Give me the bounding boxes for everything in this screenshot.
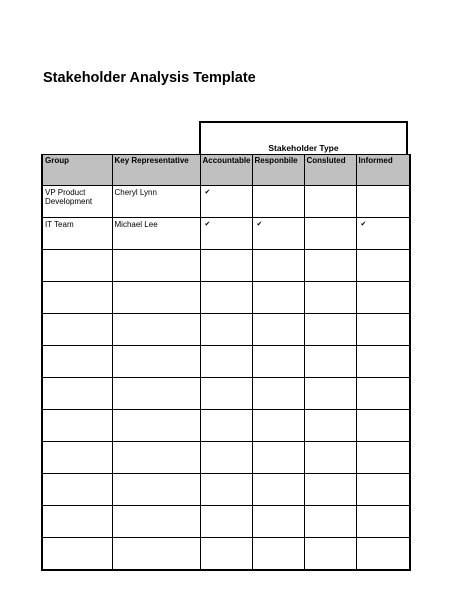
- informed-cell[interactable]: [356, 346, 410, 378]
- informed-cell[interactable]: [356, 538, 410, 570]
- table-row: [42, 314, 410, 346]
- column-header-consulted: Consluted: [304, 155, 356, 186]
- check-mark-icon: ✔: [256, 221, 263, 228]
- check-mark-icon: ✔: [204, 189, 211, 196]
- accountable-cell[interactable]: [200, 282, 252, 314]
- key-representative-cell[interactable]: [112, 410, 200, 442]
- group-cell[interactable]: [42, 282, 112, 314]
- accountable-cell[interactable]: [200, 474, 252, 506]
- table-row: [42, 442, 410, 474]
- consulted-cell[interactable]: [304, 250, 356, 282]
- key-representative-cell[interactable]: Michael Lee: [112, 218, 200, 250]
- responsible-cell[interactable]: [252, 538, 304, 570]
- accountable-cell[interactable]: [200, 506, 252, 538]
- informed-cell[interactable]: [356, 282, 410, 314]
- consulted-cell[interactable]: [304, 442, 356, 474]
- responsible-cell[interactable]: [252, 378, 304, 410]
- responsible-cell[interactable]: [252, 442, 304, 474]
- responsible-cell[interactable]: [252, 410, 304, 442]
- informed-cell[interactable]: [356, 474, 410, 506]
- key-representative-cell[interactable]: [112, 314, 200, 346]
- key-representative-cell[interactable]: [112, 506, 200, 538]
- table-row: [42, 538, 410, 570]
- responsible-cell[interactable]: [252, 506, 304, 538]
- key-representative-cell[interactable]: [112, 250, 200, 282]
- informed-cell[interactable]: [356, 218, 410, 250]
- consulted-cell[interactable]: [304, 538, 356, 570]
- group-cell[interactable]: [42, 410, 112, 442]
- consulted-cell[interactable]: [304, 378, 356, 410]
- responsible-cell[interactable]: [252, 250, 304, 282]
- accountable-cell[interactable]: [200, 218, 252, 250]
- column-header-key-representative: Key Representative: [112, 155, 200, 186]
- group-cell[interactable]: [42, 538, 112, 570]
- consulted-cell[interactable]: [304, 282, 356, 314]
- table-row: [42, 506, 410, 538]
- consulted-cell[interactable]: [304, 186, 356, 218]
- informed-cell[interactable]: [356, 442, 410, 474]
- table-row: [42, 378, 410, 410]
- informed-cell[interactable]: [356, 314, 410, 346]
- stakeholder-type-label: Stakeholder Type: [268, 143, 339, 153]
- table-row: [42, 410, 410, 442]
- key-representative-cell[interactable]: [112, 346, 200, 378]
- group-cell[interactable]: [42, 250, 112, 282]
- table-row: [42, 474, 410, 506]
- informed-cell[interactable]: [356, 410, 410, 442]
- group-cell[interactable]: VP Product Development: [42, 186, 112, 218]
- check-mark-icon: ✔: [204, 221, 211, 228]
- key-representative-cell[interactable]: [112, 474, 200, 506]
- group-cell[interactable]: [42, 474, 112, 506]
- accountable-cell[interactable]: [200, 378, 252, 410]
- table-header-row: [42, 155, 410, 186]
- accountable-cell[interactable]: [200, 250, 252, 282]
- column-header-accountable: Accountable: [200, 155, 252, 186]
- responsible-cell[interactable]: [252, 346, 304, 378]
- group-cell[interactable]: IT Team: [42, 218, 112, 250]
- consulted-cell[interactable]: [304, 506, 356, 538]
- group-cell[interactable]: [42, 314, 112, 346]
- accountable-cell[interactable]: [200, 538, 252, 570]
- responsible-cell[interactable]: [252, 282, 304, 314]
- key-representative-cell[interactable]: [112, 538, 200, 570]
- responsible-cell[interactable]: [252, 186, 304, 218]
- column-header-informed: Informed: [356, 155, 410, 186]
- group-cell[interactable]: [42, 506, 112, 538]
- table-row: [42, 218, 410, 250]
- key-representative-cell[interactable]: Cheryl Lynn: [112, 186, 200, 218]
- accountable-cell[interactable]: [200, 410, 252, 442]
- consulted-cell[interactable]: [304, 474, 356, 506]
- column-header-group: Group: [42, 155, 112, 186]
- informed-cell[interactable]: [356, 186, 410, 218]
- accountable-cell[interactable]: [200, 314, 252, 346]
- column-header-responsible: Responbile: [252, 155, 304, 186]
- group-cell[interactable]: [42, 442, 112, 474]
- table-row: [42, 346, 410, 378]
- page-title: Stakeholder Analysis Template: [43, 70, 256, 86]
- informed-cell[interactable]: [356, 506, 410, 538]
- table-row: [42, 186, 410, 218]
- informed-cell[interactable]: [356, 250, 410, 282]
- consulted-cell[interactable]: [304, 218, 356, 250]
- responsible-cell[interactable]: [252, 314, 304, 346]
- key-representative-cell[interactable]: [112, 282, 200, 314]
- group-cell[interactable]: [42, 378, 112, 410]
- table-row: [42, 250, 410, 282]
- accountable-cell[interactable]: [200, 346, 252, 378]
- key-representative-cell[interactable]: [112, 378, 200, 410]
- accountable-cell[interactable]: [200, 186, 252, 218]
- responsible-cell[interactable]: [252, 474, 304, 506]
- accountable-cell[interactable]: [200, 442, 252, 474]
- table-row: [42, 282, 410, 314]
- responsible-cell[interactable]: [252, 218, 304, 250]
- consulted-cell[interactable]: [304, 346, 356, 378]
- group-cell[interactable]: [42, 346, 112, 378]
- informed-cell[interactable]: [356, 378, 410, 410]
- consulted-cell[interactable]: [304, 410, 356, 442]
- key-representative-cell[interactable]: [112, 442, 200, 474]
- stakeholder-type-header: [199, 121, 408, 154]
- consulted-cell[interactable]: [304, 314, 356, 346]
- table-body: [42, 186, 410, 570]
- stakeholder-table: [41, 154, 411, 571]
- check-mark-icon: ✔: [360, 221, 367, 228]
